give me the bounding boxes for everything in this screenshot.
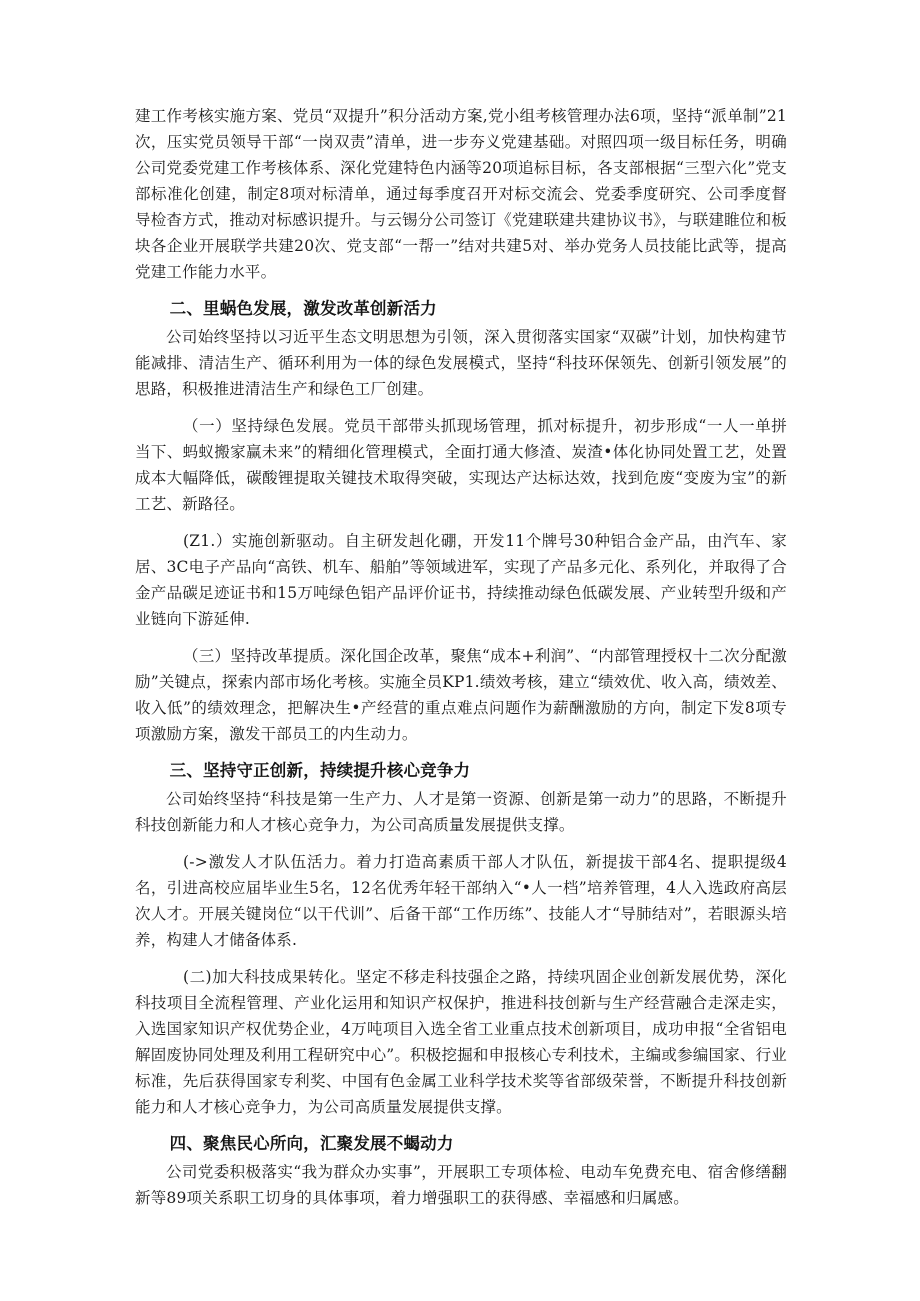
heading-core-competitiveness: 三、坚持守正创新，持续提升核心竞争力 (169, 761, 471, 780)
paragraph-innovation-drive: (Z1.）实施创新驱动。自主研发赳化硼，开发11个牌号30种铝合金产品，由汽车、家居、3C电子产品向“高铁、机车、船舶”等领域进军，实现了产品多元化、系列化，并取得了合金产品碳足迹证书和15万吨绿色铝产品评价证书，持续推动绿色低碳发展、产业转型升级和产业链向下游延伸. (135, 532, 787, 628)
paragraph-green-development: （一）坚持绿色发展。党员干部带头抓现场管理，抓对标提升，初步形成“一人一单拼当下、蚂蚁搬家赢未来”的精细化管理模式，全面打通大修渣、炭渣•体化协同处置工艺，处置成本大幅降低，碳酸锂提取关键技术取得突破，实现达产达标达效，找到危废“变废为宝”的新工艺、新路径。 (135, 417, 787, 513)
paragraph-party-building-assessment: 建工作考核实施方案、党员“双提升”积分活动方案,党小组考核管理办法6项，坚持“派单制”21次，压实党员领导干部“一岗双责”清单，进一步夯义党建基础。对照四项一级目标任务，明确公司党委党建工作考核体系、深化党建特色内涵等20项追标目标，各支部根据“三型六化”党支部标准化创建，制定8项对标清单，通过每季度召开对标交流会、党委季度研究、公司季度督导检杳方式，推动对标感识提升。与云锡分公司签订《党建联建共建协议书》，与联建睢位和板块各企业开展联学共建20次、党支部“一帮一”结对共建5对、举办党务人员技能比武等，提高党建工作能力水平。 (135, 107, 787, 281)
heading-green-development: 二、里蜗色发展，激发改革创新活力 (169, 299, 437, 318)
document-page (135, 103, 787, 1211)
heading-people-focus: 四、聚焦民心所向，汇聚发展不蝎动力 (169, 1134, 454, 1153)
paragraph-talent-vitality: (->激发人才队伍活力。着力打造高素质干部人才队伍，新提拔干部4名、提职提级4名，引进高校应届毕业生5名，12名优秀年轻干部纳入“•人一档”培养管理，4人入选政府高层次人才。开展关键岗位“以干代训”、后备干部“工作历练”、技能人才“导肺结对”，若眼源头培养，构建人才储备体系. (135, 853, 787, 949)
paragraph-competitiveness-intro: 公司始终坚持“科技是第一生产力、人才是第一资源、创新是第一动力”的思路，不断提升科技创新能力和人才核心竞争力，为公司高质量发展提供支撑。 (135, 790, 787, 834)
paragraph-green-intro: 公司始终坚持以习近平生态文明思想为引领，深入贯彻落实国家“双碳”计划，加快构建节能减排、清洁生产、循环利用为一体的绿色发展模式，坚持“科技环保领先、创新引领发展”的思路，积极推进清洁生产和绿色工厂创建。 (135, 328, 787, 398)
paragraph-tech-transfer: (二)加大科技成果转化。坚定不移走科技强企之路，持续巩固企业创新发展优势，深化科技项目全流程管理、产业化运用和知识产权保护，推进科技创新与生产经营融合走深走实，入选国家知识产权优势企业，4万吨项目入选全省工业重点技术创新项目，成功申报“全省铝电解固废协同处理及利用工程研究中心”。积极挖掘和申报核心专利技术，主编或参编国家、行业标准，先后获得国家专利奖、中国有色金属工业科学技术奖等省部级荣誉，不断提升科技创新能力和人才核心竞争力，为公司高质量发展提供支撑。 (135, 968, 787, 1116)
paragraph-practical-matters: 公司党委积极落实“我为群众办实事”，开展职工专项体检、电动车免费充电、宿舍修缮翻新等89项关系职工切身的具体事项，着力增强职工的获得感、幸福感和归属感。 (135, 1163, 787, 1207)
paragraph-reform-quality: （三）坚持改革提质。深化国企改革，聚焦“成本+利润”、“内部管理授权十二次分配激励”关键点，探索内部市场化考核。实施全员KP1.绩效考核，建立“绩效优、收入高，绩效差、收入低”的绩效理念，把解决生•产经营的重点难点问题作为薪酬激励的方向，制定下发8项专项激励方案，激发干部员工的内生动力。 (135, 647, 787, 743)
